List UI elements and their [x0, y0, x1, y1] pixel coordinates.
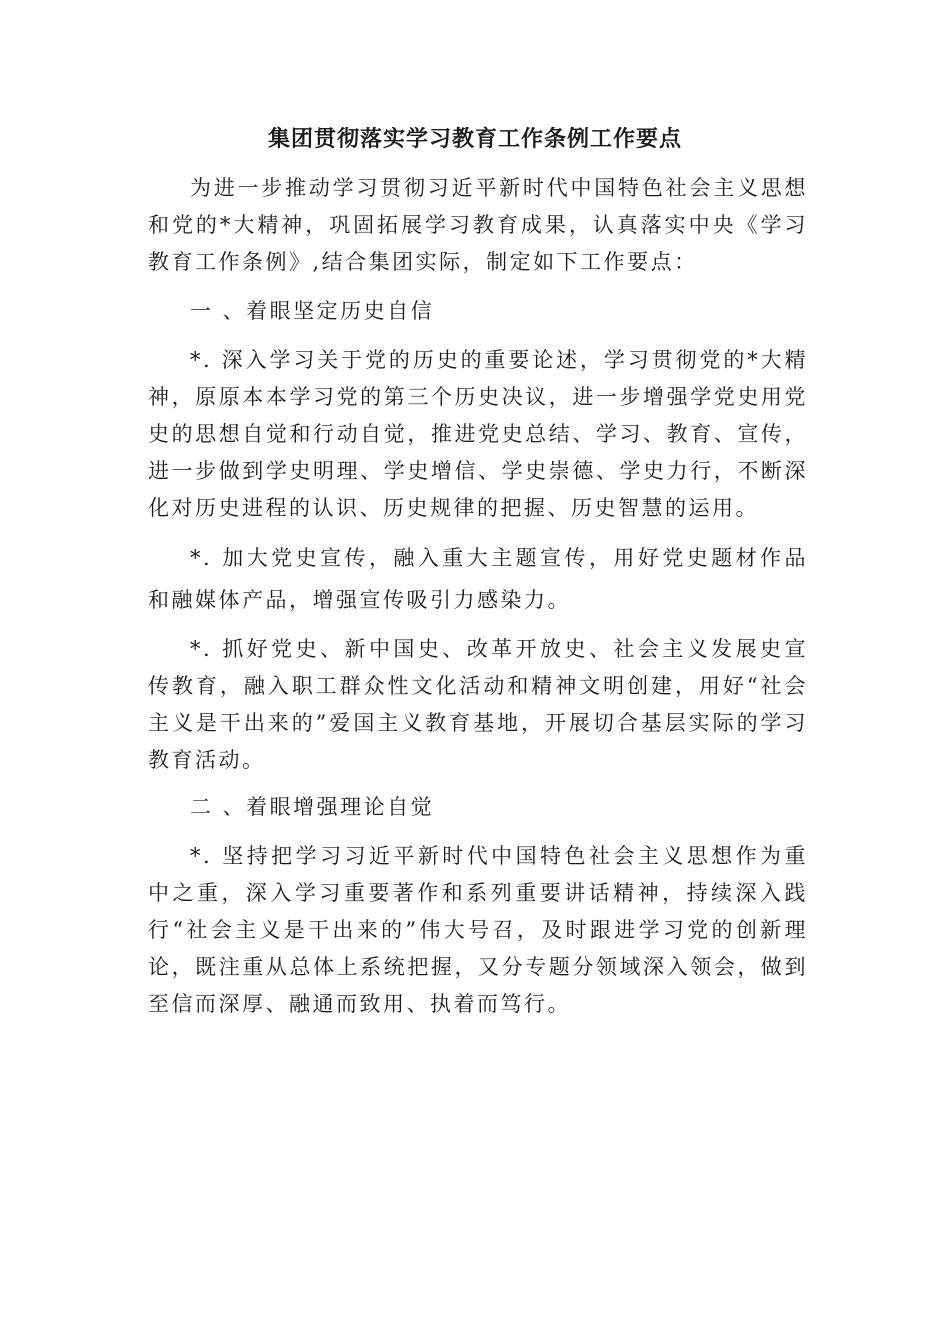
- section-heading-2: 二 、着眼增强理论自觉: [190, 795, 435, 819]
- section-heading-1: 一 、着眼坚定历史自信: [190, 299, 435, 323]
- document-title: 集团贯彻落实学习教育工作条例工作要点: [267, 127, 682, 152]
- section-1-item-1: *. 深入学习关于党的历史的重要论述，学习贯彻党的*大精神，原原本本学习党的第三个历史决议，进一步增强学党史用党史的思想自觉和行动自觉，推进党史总结、学习、教育、宣传，进一步做到学史明理、学史增信、学史崇德、学史力行，不断深化对历史进程的认识、历史规律的把握、历史智慧的运用。: [148, 348, 808, 520]
- section-2-item-1: *. 坚持把学习习近平新时代中国特色社会主义思想作为重中之重，深入学习重要著作和系列重要讲话精神，持续深入践行“社会主义是干出来的”伟大号召，及时跟进学习党的创新理论，既注重从总体上系统把握，又分专题分领域深入领会，做到至信而深厚、融通而致用、执着而笃行。: [148, 844, 808, 1016]
- intro-paragraph: 为进一步推动学习贯彻习近平新时代中国特色社会主义思想和党的*大精神，巩固拓展学习教育成果，认真落实中央《学习教育工作条例》,结合集团实际，制定如下工作要点：: [148, 176, 808, 274]
- section-1-item-3: *. 抓好党史、新中国史、改革开放史、社会主义发展史宣传教育，融入职工群众性文化活动和精神文明创建，用好“社会主义是干出来的”爱国主义教育基地，开展切合基层实际的学习教育活动。: [148, 637, 808, 772]
- section-1-item-2: *. 加大党史宣传，融入重大主题宣传，用好党史题材作品和融媒体产品，增强宣传吸引力感染力。: [148, 546, 808, 612]
- document-body: [148, 170, 808, 1033]
